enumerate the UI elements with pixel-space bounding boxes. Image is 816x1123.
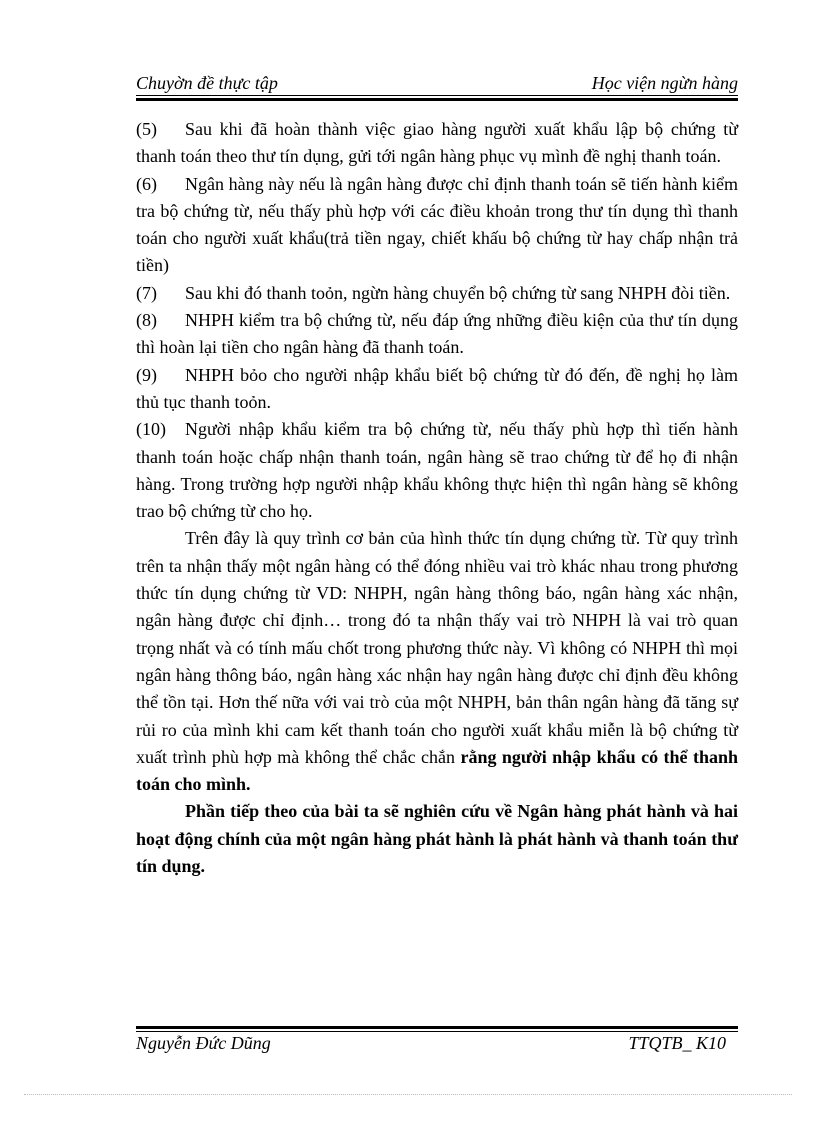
- item-number: (10): [136, 419, 166, 440]
- item-text: Sau khi đó thanh toỏn, ngừn hàng chuyển bộ chứng từ sang NHPH đòi tiền.: [185, 282, 731, 303]
- summary-bold-tail: rằng người nhập khẩu có thể thanh toán cho mình.: [136, 746, 739, 795]
- footer-author: Nguyễn Đức Dũng: [136, 1033, 271, 1053]
- header-left-title: Chuyờn đề thực tập: [136, 73, 278, 93]
- page-footer: [136, 1032, 738, 1056]
- item-number: (8): [136, 310, 157, 331]
- item-text: NHPH bỏo cho người nhập khẩu biết bộ chứng từ đó đến, đề nghị họ làm thủ tục thanh toỏn.: [136, 364, 738, 412]
- list-item: [136, 280, 738, 307]
- header-right-title: Học viện ngừn hàng: [591, 73, 738, 93]
- summary-paragraph: [136, 525, 738, 798]
- list-item: [136, 307, 738, 362]
- footer-divider-thick: [136, 1026, 738, 1029]
- item-number: (5): [136, 119, 157, 139]
- item-number: (9): [136, 364, 157, 385]
- item-text: Người nhập khẩu kiểm tra bộ chứng từ, nếu thấy phù hợp thì tiến hành thanh toán hoặc chấp nhận thanh toán, ngân hàng sẽ trao chứng từ để họ đi nhận hàng. Trong trường hợp người nhập khẩu không thực hiện thì ngân hàng sẽ không trao bộ chứng từ cho họ.: [136, 419, 738, 522]
- page-bottom-dotted-line: [24, 1094, 792, 1095]
- summary-text: Trên đây là quy trình cơ bản của hình thức tín dụng chứng từ. Từ quy trình trên ta nhận thấy một ngân hàng có thể đóng nhiều vai trò khác nhau trong phương thức tín dụng chứng từ VD: NHPH, ngân hàng thông báo, ngân hàng xác nhận, ngân hàng được chỉ định… trong đó ta nhận thấy vai trò NHPH là vai trò quan trọng nhất và có tính mấu chốt trong phương thức này. Vì không có NHPH thì mọi ngân hàng thông báo, ngân hàng xác nhận hay ngân hàng được chỉ định đều không thể tồn tại. Hơn thế nữa với vai trò của một NHPH, bản thân ngân hàng đã tăng sự rủi ro của mình khi cam kết thanh toán cho người xuất khẩu miễn là bộ chứng từ xuất trình phù hợp mà không thể chắc chắn: [136, 528, 738, 767]
- footer-class-code: TTQTB_ K10: [628, 1033, 726, 1053]
- page-header: [136, 72, 738, 96]
- next-section-paragraph: Phần tiếp theo của bài ta sẽ nghiên cứu về Ngân hàng phát hành và hai hoạt động chính của một ngân hàng phát hành là phát hành và thanh toán thư tín dụng.: [136, 801, 738, 877]
- item-text: Ngân hàng này nếu là ngân hàng được chỉ định thanh toán sẽ tiến hành kiểm tra bộ chứng từ, nếu thấy phù hợp với các điều khoản trong thư tín dụng thì thanh toán cho người xuất khẩu(trả tiền ngay, chiết khấu bộ chứng từ hay chấp nhận trả tiền): [136, 173, 738, 276]
- item-number: (6): [136, 173, 157, 194]
- list-item: [136, 171, 738, 280]
- header-divider-thick: [136, 98, 738, 101]
- list-item: [136, 416, 738, 525]
- item-number: (7): [136, 282, 157, 303]
- header-divider-thin: [136, 95, 738, 96]
- item-text: Sau khi đã hoàn thành việc giao hàng người xuất khẩu lập bộ chứng từ thanh toán theo thư tín dụng, gửi tới ngân hàng phục vụ mình đề nghị thanh toán.: [136, 119, 738, 167]
- item-text: NHPH kiểm tra bộ chứng từ, nếu đáp ứng những điều kiện của thư tín dụng thì hoàn lại tiền cho ngân hàng đã thanh toán.: [136, 310, 738, 358]
- list-item: [136, 362, 738, 417]
- list-item: [136, 116, 738, 171]
- document-body: [136, 116, 738, 880]
